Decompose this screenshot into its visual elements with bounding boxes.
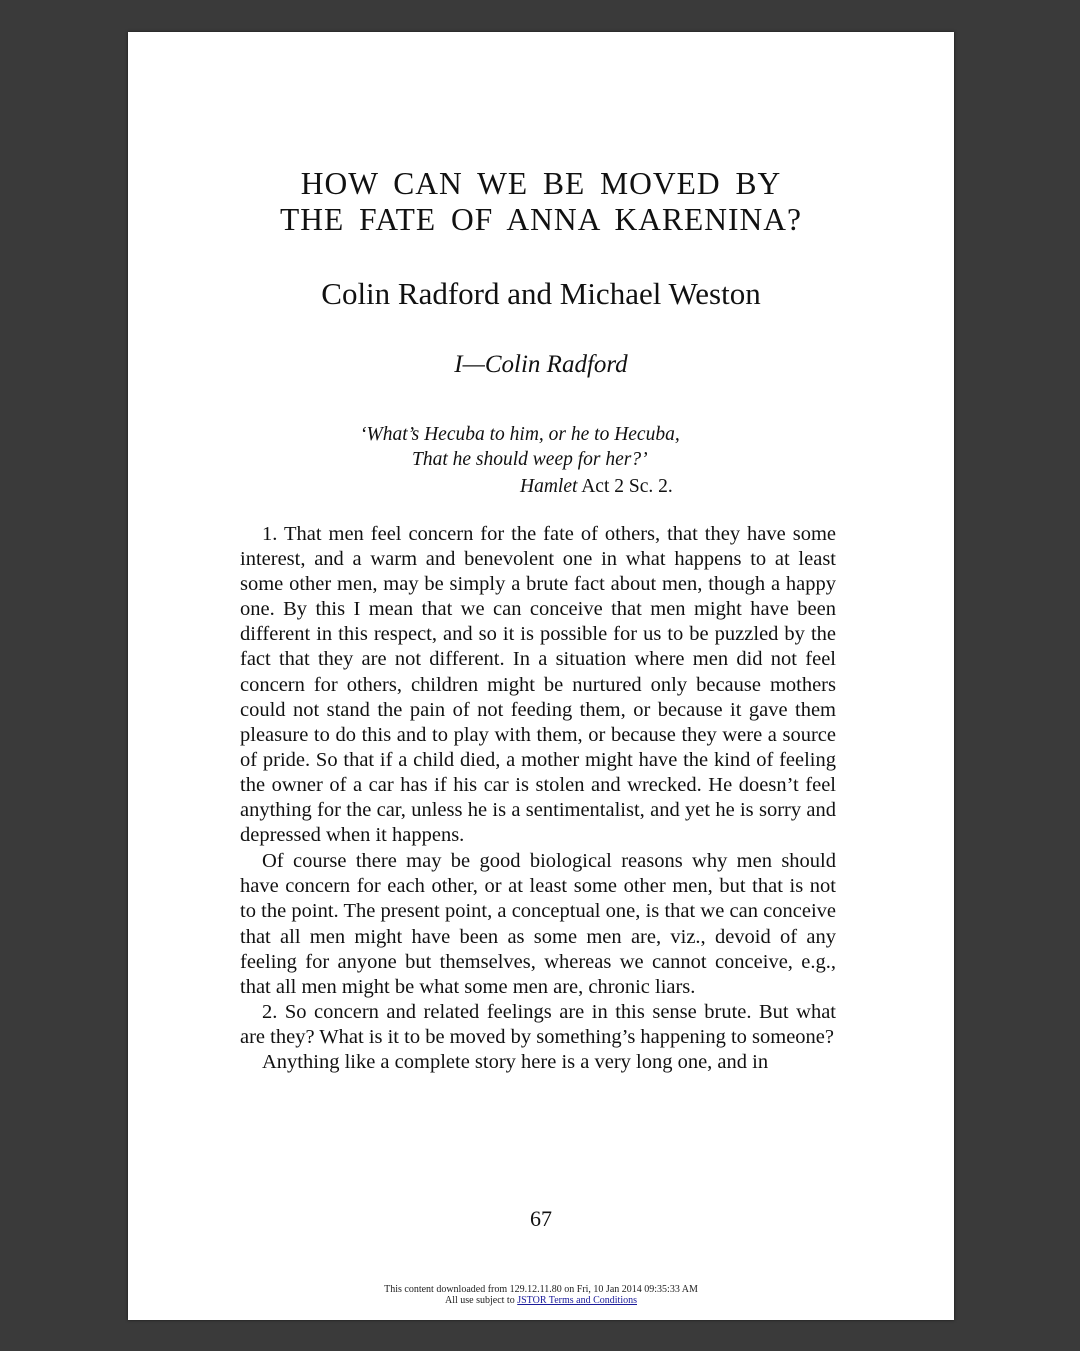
document-page (128, 32, 954, 1320)
body-paragraph: Of course there may be good biological reasons why men should have concern for each other, or at least some other men, but that is not to the point. The present point, a conceptual one, is that we can conceive that all men might have been as some men are, viz., devoid of any feeling for anyone but themselves, whereas we cannot conceive, e.g., that all men might be what some men are, chronic liars. (240, 850, 836, 998)
epigraph-line-2: That he should weep for her?’ (412, 449, 648, 470)
epigraph-source (520, 474, 673, 499)
body-paragraph: 1. That men feel concern for the fate of others, that they have some interest, and a warm and benevolent one in what happens to at least some other men, may be simply a brute fact about men, though a happy one. By this I mean that we can conceive that men might have been different in this respect, and so it is possible for us to be puzzled by the fact that they are not different. In a situation where men did not feel concern for others, children might be nurtured only because mothers could not stand the pain of not feeding them, or because it gave them pleasure to do this and to play with them, or because they were a source of pride. So that if a child died, a mother might have the kind of feeling the owner of a car has if his car is stolen and wrecked. He doesn’t feel anything for the car, unless he is a sentimentalist, and yet he is sorry and depressed when it happens. (240, 523, 836, 847)
article-body (240, 522, 836, 1075)
jstor-terms-link[interactable]: JSTOR Terms and Conditions (517, 1295, 637, 1306)
section-author-heading: I—Colin Radford (454, 351, 628, 378)
article-title (128, 166, 954, 238)
title-line-2: THE FATE OF ANNA KARENINA? (280, 202, 802, 237)
body-paragraph: Anything like a complete story here is a very long one, and in (262, 1050, 769, 1073)
epigraph-source-title: Hamlet (520, 476, 578, 497)
body-paragraph: 2. So concern and related feelings are in this sense brute. But what are they? What is it to be moved by something’s happening to someone? (240, 1000, 836, 1048)
epigraph-line-1: ‘What’s Hecuba to him, or he to Hecuba, (360, 424, 680, 445)
terms-notice (128, 1295, 954, 1306)
epigraph-source-reference: Act 2 Sc. 2. (577, 476, 673, 497)
download-footer (128, 1284, 954, 1306)
article-authors: Colin Radford and Michael Weston (321, 276, 761, 311)
page-number: 67 (530, 1206, 552, 1231)
title-line-1: HOW CAN WE BE MOVED BY (300, 166, 782, 201)
download-notice: This content downloaded from 129.12.11.80 on Fri, 10 Jan 2014 09:35:33 AM (384, 1284, 698, 1295)
terms-prefix: All use subject to (445, 1295, 518, 1306)
